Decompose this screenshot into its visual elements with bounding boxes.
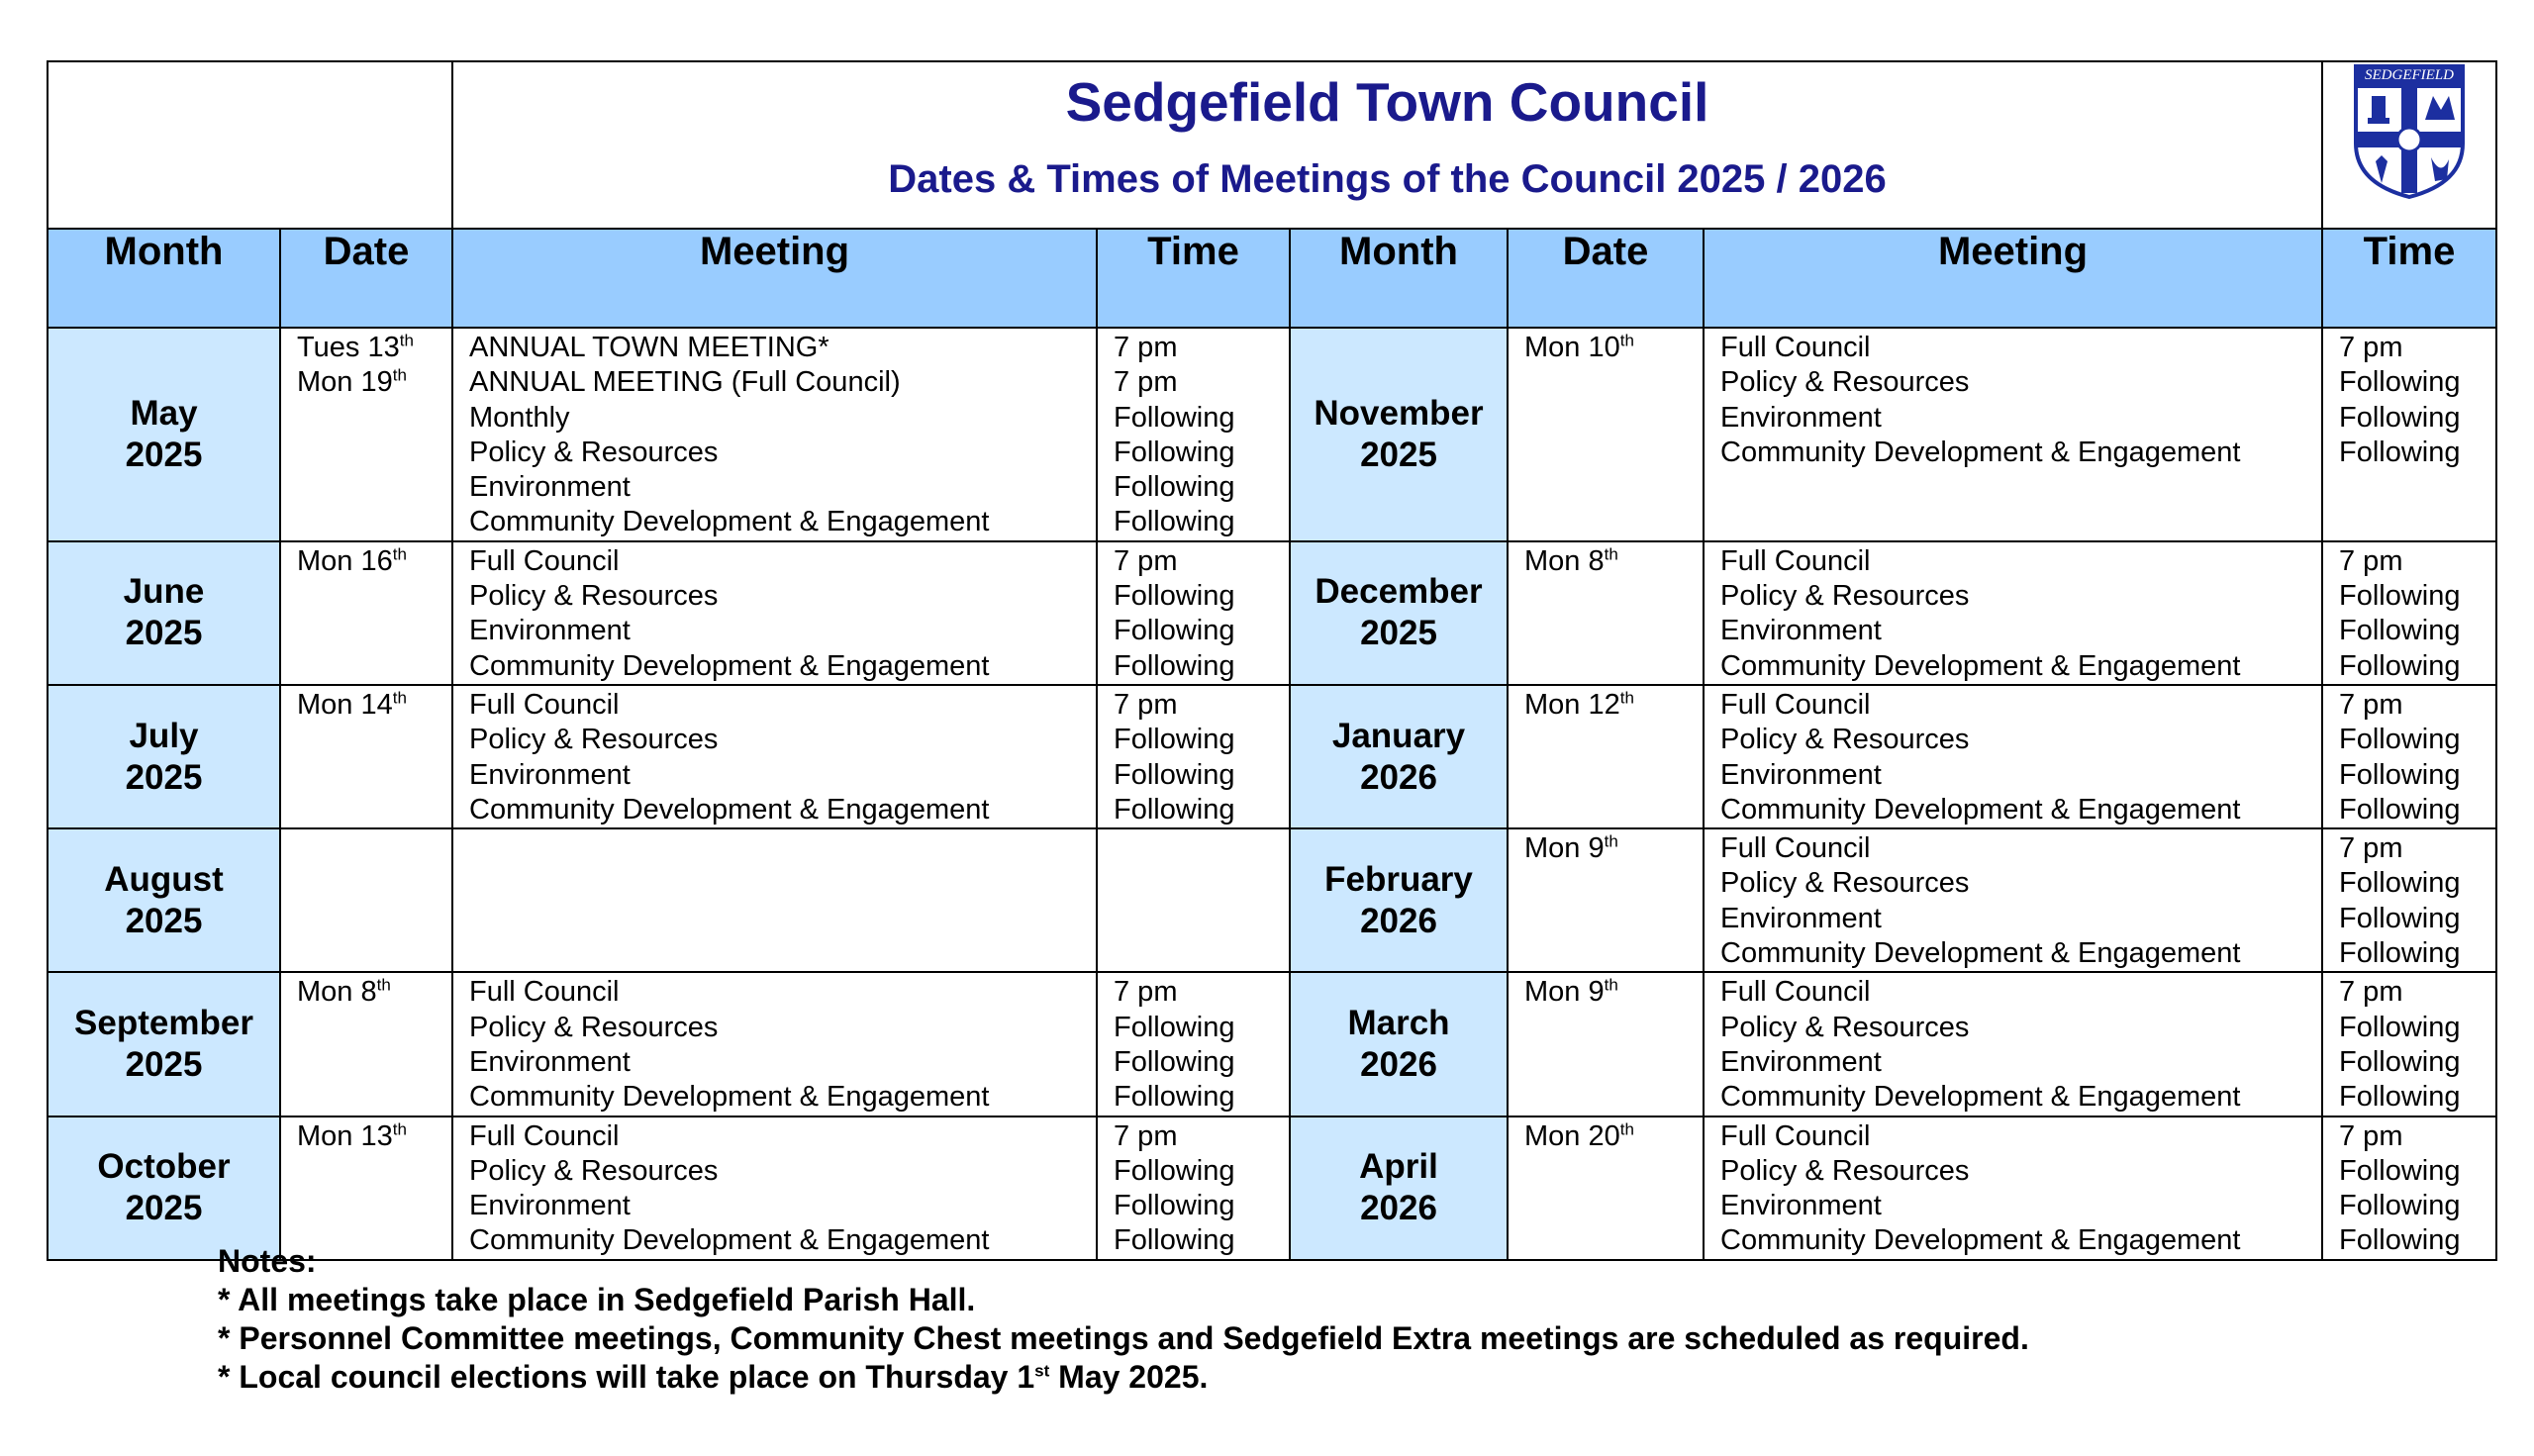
time-cell (2322, 828, 2496, 972)
meeting-time: Following (2339, 1081, 2461, 1114)
time-cell (1097, 1116, 1290, 1260)
meeting-name: Policy & Resources (469, 580, 719, 613)
table-row (48, 541, 2496, 685)
title-row (48, 61, 2496, 229)
table-row (48, 1116, 2496, 1260)
month-cell (48, 828, 280, 972)
date-cell (1508, 972, 1704, 1116)
month-year: 2025 (125, 1189, 203, 1228)
meeting-time: Following (2339, 366, 2461, 399)
meeting-name: Community Development & Engagement (469, 649, 990, 682)
col-header-date: Date (280, 229, 452, 328)
title-blank-cell (48, 61, 452, 229)
time-cell (1097, 328, 1290, 541)
meeting-time: Following (1114, 1011, 1235, 1043)
meeting-date: Mon 9th (1524, 831, 1618, 865)
month-cell (48, 328, 280, 541)
table-row (48, 685, 2496, 828)
meeting-time: 7 pm (1114, 332, 1178, 363)
date-cell (280, 828, 452, 972)
month-year: 2025 (125, 901, 203, 940)
meeting-name: Environment (1720, 1045, 1882, 1078)
col-header-meeting: Meeting (452, 229, 1097, 328)
month-cell (48, 685, 280, 828)
date-cell (1508, 328, 1704, 541)
notes-heading: Notes: (218, 1243, 317, 1279)
meeting-name: Community Development & Engagement (1720, 649, 2241, 682)
meeting-time: Following (1114, 1081, 1235, 1114)
col-header-time: Time (2322, 229, 2496, 328)
meeting-name: Full Council (1720, 832, 1871, 865)
meeting-name: Environment (469, 1045, 631, 1078)
meeting-name: Policy & Resources (1720, 366, 1970, 399)
meeting-cell (1704, 1116, 2322, 1260)
meeting-time: Following (2339, 615, 2461, 647)
meeting-name: Full Council (1720, 688, 1871, 721)
time-cell (1097, 828, 1290, 972)
meeting-time: Following (1114, 1224, 1235, 1257)
meeting-date: Mon 20th (1524, 1118, 1634, 1152)
meeting-time: Following (2339, 1154, 2461, 1187)
logo-text: SEDGEFIELD (2365, 67, 2454, 83)
meeting-time: Following (2339, 758, 2461, 791)
meeting-name: Full Council (469, 1119, 620, 1152)
meeting-time: 7 pm (2339, 332, 2403, 363)
meeting-name: Full Council (1720, 332, 1871, 363)
column-header-row (48, 229, 2496, 328)
col-header-month: Month (48, 229, 280, 328)
month-year: 2025 (1360, 435, 1437, 474)
table-row (48, 828, 2496, 972)
month-cell (48, 1116, 280, 1260)
council-crest-logo (2352, 62, 2467, 201)
col-header-time: Time (1097, 229, 1290, 328)
meeting-name: Environment (469, 758, 631, 791)
meeting-name: Policy & Resources (469, 1154, 719, 1187)
meeting-time: 7 pm (1114, 366, 1178, 399)
month-name: October (97, 1147, 231, 1187)
meeting-name: Full Council (1720, 976, 1871, 1009)
meeting-time: Following (2339, 436, 2461, 468)
meeting-date: Mon 19th (297, 365, 407, 399)
meeting-name: Full Council (1720, 1119, 1871, 1152)
time-cell (1097, 541, 1290, 685)
meeting-name: Environment (1720, 615, 1882, 647)
meeting-time: Following (2339, 793, 2461, 825)
meeting-cell (452, 685, 1097, 828)
meeting-time: Following (2339, 1190, 2461, 1222)
month-year: 2025 (125, 1044, 203, 1084)
meeting-time: Following (1114, 649, 1235, 682)
meeting-date: Mon 12th (1524, 688, 1634, 721)
meeting-time: 7 pm (2339, 1119, 2403, 1152)
meeting-time: Following (2339, 867, 2461, 900)
meeting-name: Environment (1720, 401, 1882, 434)
meeting-cell (452, 1116, 1097, 1260)
meeting-date: Mon 9th (1524, 975, 1618, 1009)
meeting-cell (452, 972, 1097, 1116)
note-item: * Personnel Committee meetings, Community Chest meetings and Sedgefield Extra meetings are scheduled as required. (218, 1320, 2029, 1356)
meeting-time: Following (1114, 580, 1235, 613)
meeting-time: Following (1114, 436, 1235, 468)
month-name: February (1324, 859, 1473, 899)
time-cell (2322, 1116, 2496, 1260)
date-cell (280, 328, 452, 541)
meeting-name: Policy & Resources (469, 1011, 719, 1043)
meeting-cell (452, 541, 1097, 685)
month-year: 2025 (125, 757, 203, 797)
month-name: September (74, 1003, 253, 1042)
meeting-time: 7 pm (2339, 832, 2403, 865)
meeting-name: Policy & Resources (469, 724, 719, 756)
month-year: 2026 (1360, 1189, 1437, 1228)
meeting-time: Following (1114, 724, 1235, 756)
meeting-cell (452, 828, 1097, 972)
date-cell (1508, 1116, 1704, 1260)
month-name: July (129, 716, 199, 755)
date-cell (1508, 541, 1704, 685)
meeting-name: ANNUAL TOWN MEETING* (469, 332, 829, 363)
date-cell (1508, 828, 1704, 972)
meeting-time: Following (1114, 758, 1235, 791)
meeting-time: Following (2339, 649, 2461, 682)
meeting-name: Community Development & Engagement (469, 1224, 990, 1257)
meeting-date: Mon 8th (1524, 544, 1618, 577)
month-name: November (1314, 393, 1484, 433)
month-cell (1290, 541, 1508, 685)
month-cell (1290, 1116, 1508, 1260)
time-cell (2322, 685, 2496, 828)
month-name: March (1347, 1003, 1450, 1042)
meeting-name: Community Development & Engagement (1720, 937, 2241, 970)
col-header-meeting: Meeting (1704, 229, 2322, 328)
meeting-time: Following (2339, 724, 2461, 756)
meeting-name: Policy & Resources (1720, 867, 1970, 900)
meeting-time: 7 pm (1114, 544, 1178, 577)
meeting-time: 7 pm (1114, 688, 1178, 721)
meeting-name: Environment (469, 615, 631, 647)
table-row (48, 328, 2496, 541)
meeting-cell (1704, 972, 2322, 1116)
time-cell (2322, 541, 2496, 685)
month-cell (48, 972, 280, 1116)
meeting-time: Following (1114, 471, 1235, 504)
month-cell (48, 541, 280, 685)
meeting-name: ANNUAL MEETING (Full Council) (469, 366, 901, 399)
meeting-time: Following (1114, 1190, 1235, 1222)
meeting-date: Mon 8th (297, 975, 391, 1009)
meeting-name: Community Development & Engagement (1720, 793, 2241, 825)
meeting-time: 7 pm (2339, 688, 2403, 721)
date-cell (280, 1116, 452, 1260)
meeting-date: Mon 16th (297, 544, 407, 577)
meeting-name: Community Development & Engagement (469, 1081, 990, 1114)
meeting-name: Policy & Resources (1720, 580, 1970, 613)
meeting-name: Environment (1720, 1190, 1882, 1222)
month-year: 2026 (1360, 901, 1437, 940)
meeting-cell (1704, 828, 2322, 972)
meeting-time: 7 pm (2339, 976, 2403, 1009)
month-name: May (130, 393, 198, 433)
month-year: 2026 (1360, 757, 1437, 797)
meeting-time: Following (1114, 506, 1235, 538)
month-name: June (123, 572, 205, 612)
date-cell (280, 685, 452, 828)
schedule-table (47, 60, 2497, 1261)
meeting-time: Following (1114, 793, 1235, 825)
time-cell (2322, 972, 2496, 1116)
meeting-name: Full Council (469, 544, 620, 577)
meeting-name: Environment (469, 1190, 631, 1222)
note-item: * Local council elections will take place on Thursday 1st May 2025. (218, 1359, 1209, 1395)
meeting-name: Policy & Resources (469, 436, 719, 468)
time-cell (1097, 972, 1290, 1116)
schedule-sheet (47, 60, 2495, 1395)
logo-cell (2322, 61, 2496, 229)
month-name: August (104, 859, 224, 899)
meeting-name: Environment (1720, 902, 1882, 934)
meeting-time: Following (2339, 902, 2461, 934)
meeting-cell (1704, 328, 2322, 541)
page-subtitle: Dates & Times of Meetings of the Council 2025 / 2026 (888, 157, 1887, 201)
meeting-time: Following (2339, 580, 2461, 613)
month-name: January (1331, 716, 1466, 755)
meeting-time: 7 pm (2339, 544, 2403, 577)
col-header-date: Date (1508, 229, 1704, 328)
page-title: Sedgefield Town Council (1065, 71, 1709, 133)
meeting-name: Community Development & Engagement (1720, 1224, 2241, 1257)
time-cell (1097, 685, 1290, 828)
meeting-time: Following (2339, 401, 2461, 434)
meeting-time: Following (1114, 1045, 1235, 1078)
date-cell (280, 541, 452, 685)
month-name: December (1315, 572, 1483, 612)
meeting-date: Mon 14th (297, 688, 407, 721)
meeting-time: Following (1114, 401, 1235, 434)
meeting-time: Following (2339, 1011, 2461, 1043)
meeting-name: Community Development & Engagement (469, 506, 990, 538)
meeting-time: Following (1114, 1154, 1235, 1187)
meeting-name: Full Council (469, 976, 620, 1009)
time-cell (2322, 328, 2496, 541)
meeting-name: Environment (469, 471, 631, 504)
meeting-name: Community Development & Engagement (1720, 1081, 2241, 1114)
note-item: * All meetings take place in Sedgefield Parish Hall. (218, 1282, 976, 1317)
meeting-name: Full Council (1720, 544, 1871, 577)
meeting-name: Community Development & Engagement (469, 793, 990, 825)
meeting-cell (1704, 541, 2322, 685)
notes-section (218, 1242, 2029, 1397)
meeting-date: Tues 13th (297, 331, 414, 363)
date-cell (1508, 685, 1704, 828)
month-year: 2026 (1360, 1044, 1437, 1084)
month-year: 2025 (125, 614, 203, 653)
meeting-name: Monthly (469, 401, 570, 434)
month-year: 2025 (125, 435, 203, 474)
meeting-time: Following (2339, 937, 2461, 970)
meeting-time: 7 pm (1114, 976, 1178, 1009)
month-cell (1290, 685, 1508, 828)
title-cell (452, 61, 2322, 229)
meeting-name: Policy & Resources (1720, 724, 1970, 756)
meeting-name: Full Council (469, 688, 620, 721)
month-cell (1290, 828, 1508, 972)
meeting-date: Mon 13th (297, 1118, 407, 1152)
meeting-cell (452, 328, 1097, 541)
month-cell (1290, 328, 1508, 541)
meeting-time: Following (2339, 1224, 2461, 1257)
meeting-cell (1704, 685, 2322, 828)
table-row (48, 972, 2496, 1116)
month-name: April (1359, 1147, 1438, 1187)
month-year: 2025 (1360, 614, 1437, 653)
meeting-time: Following (1114, 615, 1235, 647)
meeting-name: Policy & Resources (1720, 1011, 1970, 1043)
meeting-name: Community Development & Engagement (1720, 436, 2241, 468)
meeting-date: Mon 10th (1524, 331, 1634, 363)
col-header-month: Month (1290, 229, 1508, 328)
month-cell (1290, 972, 1508, 1116)
meeting-time: 7 pm (1114, 1119, 1178, 1152)
meeting-name: Policy & Resources (1720, 1154, 1970, 1187)
meeting-time: Following (2339, 1045, 2461, 1078)
date-cell (280, 972, 452, 1116)
meeting-name: Environment (1720, 758, 1882, 791)
